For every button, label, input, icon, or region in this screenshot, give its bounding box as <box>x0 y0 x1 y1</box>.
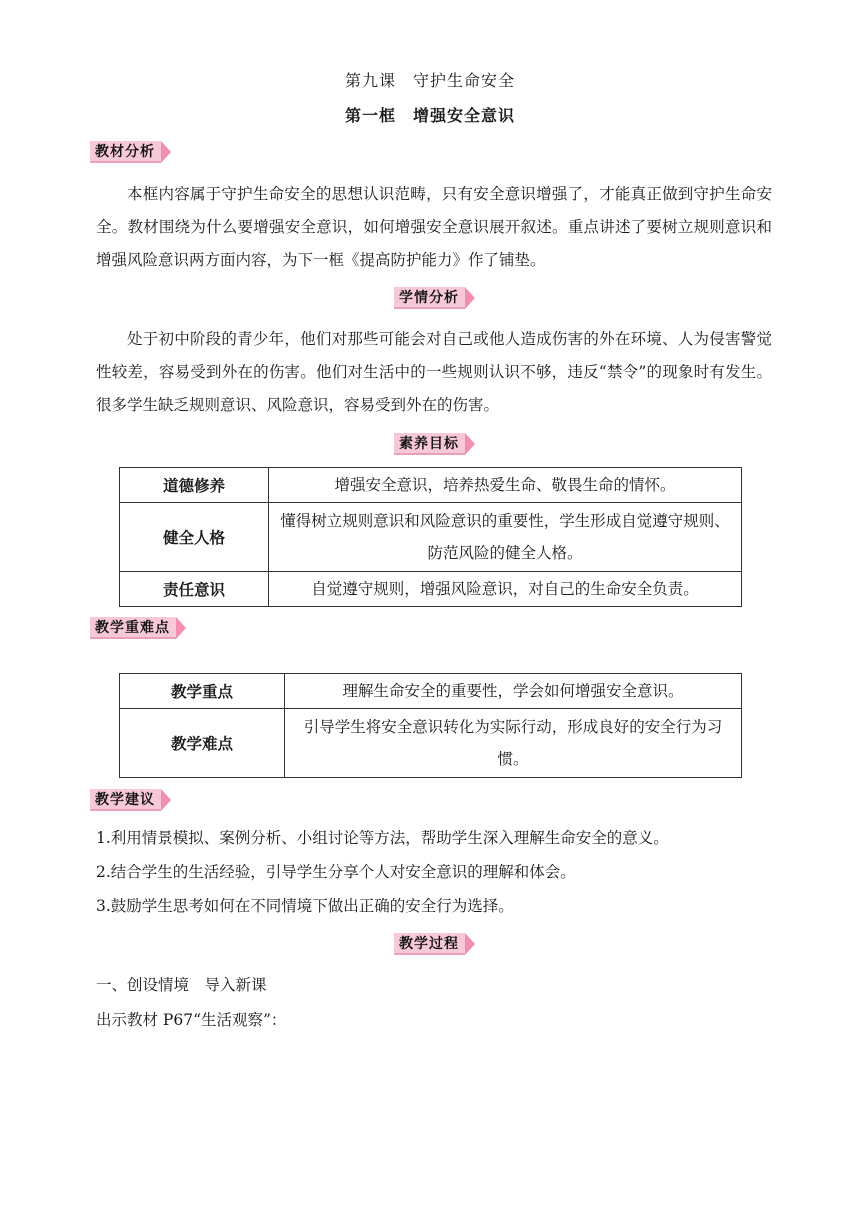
suggestion-item: 2.结合学生的生活经验，引导学生分享个人对安全意识的理解和体会。 <box>96 863 576 881</box>
table-row <box>120 503 742 572</box>
key-item: 教学难点 <box>120 709 285 778</box>
tag-arrow-icon <box>176 617 186 639</box>
tag-literacy-goals <box>394 433 475 455</box>
student-analysis-paragraph: 处于初中阶段的青少年，他们对那些可能会对自己或他人造成伤害的外在环境、人为侵害警觉性较差，容易受到外在的伤害。他们对生活中的一些规则认识不够，违反“禁令”的现象时有发生。很多学生缺乏规则意识、风险意识，容易受到外在的伤害。 <box>96 330 772 414</box>
suggestion-item: 1.利用情景模拟、案例分析、小组讨论等方法，帮助学生深入理解生命安全的意义。 <box>96 829 669 847</box>
tag-label: 教学过程 <box>394 933 465 955</box>
textbook-analysis-paragraph: 本框内容属于守护生命安全的思想认识范畴，只有安全意识增强了，才能真正做到守护生命安全。教材围绕为什么要增强安全意识，如何增强安全意识展开叙述。重点讲述了要树立规则意识和增强风险意识两方面内容，为下一框《提高防护能力》作了铺垫。 <box>96 185 772 269</box>
key-difficulties-table <box>119 673 742 778</box>
key-item: 教学重点 <box>120 674 285 709</box>
goal-value: 自觉遵守规则，增强风险意识，对自己的生命安全负责。 <box>269 572 742 607</box>
tag-arrow-icon <box>161 141 171 163</box>
key-value: 理解生命安全的重要性，学会如何增强安全意识。 <box>285 674 742 709</box>
process-step-title: 一、创设情境 导入新课 <box>96 976 267 994</box>
lesson-title: 第九课 守护生命安全 <box>344 71 515 90</box>
goal-value: 增强安全意识，培养热爱生命、敬畏生命的情怀。 <box>269 468 742 503</box>
tag-arrow-icon <box>465 433 475 455</box>
tag-label: 教学重难点 <box>90 617 176 639</box>
goal-key: 责任意识 <box>120 572 269 607</box>
tag-arrow-icon <box>465 933 475 955</box>
process-step-detail: 出示教材 P67“生活观察”： <box>96 1011 287 1029</box>
tag-teaching-process <box>394 933 475 955</box>
table-row <box>120 572 742 607</box>
literacy-goals-table <box>119 467 742 607</box>
tag-label: 学情分析 <box>394 287 465 309</box>
tag-label: 教学建议 <box>90 789 161 811</box>
tag-arrow-icon <box>465 287 475 309</box>
table-row <box>120 468 742 503</box>
table-row <box>120 709 742 778</box>
table-row <box>120 674 742 709</box>
tag-textbook-analysis <box>90 141 171 163</box>
suggestion-item: 3.鼓励学生思考如何在不同情境下做出正确的安全行为选择。 <box>96 897 514 915</box>
goal-value: 懂得树立规则意识和风险意识的重要性，学生形成自觉遵守规则、防范风险的健全人格。 <box>269 503 742 572</box>
tag-teaching-suggestions <box>90 789 171 811</box>
tag-label: 教材分析 <box>90 141 161 163</box>
goal-key: 健全人格 <box>120 503 269 572</box>
key-value: 引导学生将安全意识转化为实际行动，形成良好的安全行为习惯。 <box>285 709 742 778</box>
goal-key: 道德修养 <box>120 468 269 503</box>
tag-label: 素养目标 <box>394 433 465 455</box>
tag-key-difficulties <box>90 617 186 639</box>
section-title: 第一框 增强安全意识 <box>344 106 515 125</box>
tag-student-analysis <box>394 287 475 309</box>
tag-arrow-icon <box>161 789 171 811</box>
